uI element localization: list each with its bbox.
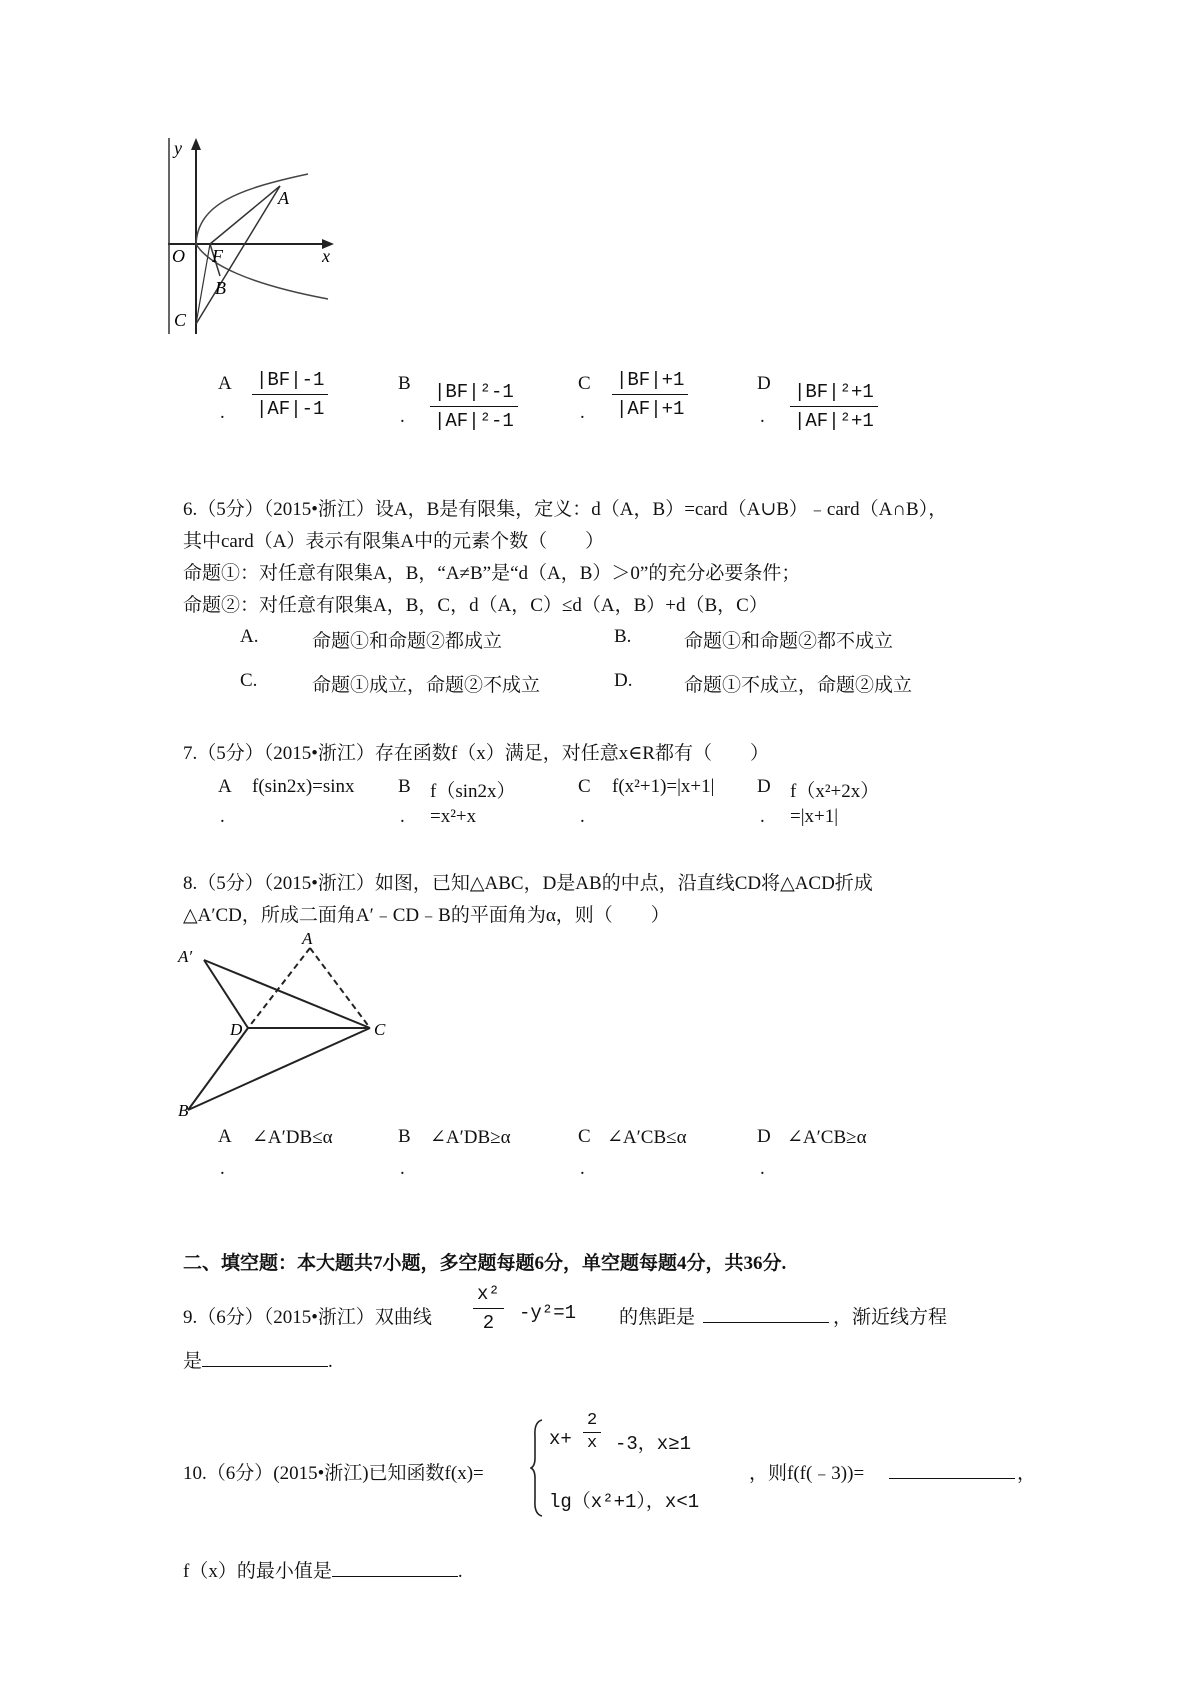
- q9-prefix: 9.（6分）（2015•浙江）双曲线: [183, 1307, 432, 1328]
- label-C: C: [374, 1020, 386, 1039]
- option-text: 命题①成立，命题②不成立: [312, 675, 541, 696]
- fraction-denominator: |AF|²-1: [434, 410, 514, 432]
- q8-stem-line2: △A′CD，所成二面角A′﹣CD﹣B的平面角为α，则（ ）: [183, 905, 670, 926]
- option-letter: A: [218, 1126, 232, 1147]
- label-O: O: [172, 246, 185, 266]
- option-letter: C: [578, 1126, 591, 1147]
- label-C: C: [174, 310, 187, 330]
- q9-mid-text: 的焦距是: [619, 1307, 696, 1328]
- q10-left-brace: [530, 1418, 544, 1518]
- q10-case1-b: -3，x≥1: [615, 1433, 692, 1455]
- option-letter: A.: [240, 626, 259, 647]
- option-text: ∠A′DB≤α: [252, 1127, 333, 1148]
- y-axis-arrow: [191, 138, 201, 150]
- option-dot: .: [220, 402, 225, 423]
- option-letter: A: [218, 776, 232, 797]
- q10-prefix: 10.（6分）(2015•浙江)已知函数f(x)=: [183, 1463, 484, 1484]
- option-dot: .: [760, 1158, 765, 1179]
- q10-line1: [183, 1411, 1043, 1524]
- label-y: y: [174, 138, 182, 158]
- option-letter: C: [578, 776, 591, 797]
- label-B: B: [178, 1101, 189, 1120]
- q9-fraction: [473, 1280, 504, 1337]
- option-text: ∠A′CB≤α: [607, 1127, 687, 1148]
- q10-case2: lg（x²+1），x<1: [549, 1491, 700, 1513]
- option-expression: f(x²+1)=|x+1|: [612, 776, 715, 797]
- fraction-numerator: x²: [477, 1283, 500, 1305]
- segment-BC: [188, 1028, 370, 1110]
- option-dot: .: [760, 406, 765, 427]
- q10-answer-blank-2[interactable]: [332, 1558, 458, 1577]
- q10-after-blank: ，: [1017, 1463, 1037, 1484]
- label-F: F: [212, 246, 223, 266]
- q10-case1-a: x+: [549, 1428, 572, 1450]
- fraction-denominator: x: [587, 1434, 598, 1453]
- q10-answer-blank-1[interactable]: [889, 1460, 1015, 1479]
- option-fraction: [612, 366, 688, 423]
- option-dot: .: [400, 806, 405, 827]
- label-A-prime: A′: [178, 947, 193, 966]
- option-fraction: [430, 378, 518, 435]
- option-expression-line2: =|x+1|: [790, 806, 839, 827]
- option-expression: f(sin2x)=sinx: [252, 776, 355, 797]
- option-expression-line2: =x²+x: [430, 806, 477, 827]
- option-letter: D.: [614, 670, 633, 691]
- q6-stem-line1: 6.（5分）（2015•浙江）设A，B是有限集，定义：d（A，B）=card（A∪B）﹣card（A∩B），: [183, 499, 948, 520]
- line-FA: [210, 186, 280, 244]
- q9-answer-blank-2[interactable]: [202, 1348, 328, 1367]
- option-letter: A: [218, 373, 232, 394]
- fraction-denominator: |AF|+1: [616, 398, 685, 420]
- fraction-denominator: |AF|²+1: [794, 410, 874, 432]
- section2-heading: 二、填空题：本大题共7小题，多空题每题6分，单空题每题4分，共36分.: [183, 1253, 787, 1274]
- q9-after-blank: ，渐近线方程: [833, 1307, 948, 1328]
- q6-proposition2: 命题②：对任意有限集A，B，C，d（A，C）≤d（A，B）+d（B，C）: [183, 595, 768, 616]
- q6-stem-line2: 其中card（A）表示有限集A中的元素个数（ ）: [183, 531, 605, 552]
- option-dot: .: [580, 402, 585, 423]
- fraction-denominator: 2: [482, 1312, 495, 1334]
- option-text: 命题①不成立，命题②成立: [684, 675, 913, 696]
- option-letter: B: [398, 1126, 411, 1147]
- q10-line2-suffix: .: [457, 1561, 463, 1582]
- q10-line2: [183, 1556, 463, 1583]
- label-A: A: [278, 188, 289, 208]
- q9-line2: [183, 1346, 333, 1373]
- q9-line2-prefix: 是: [183, 1351, 203, 1372]
- option-dot: .: [760, 806, 765, 827]
- q10-case1-fraction: [583, 1410, 601, 1455]
- option-letter: D: [757, 1126, 771, 1147]
- option-dot: .: [220, 1158, 225, 1179]
- fraction-numerator: |BF|²-1: [434, 381, 514, 403]
- option-fraction: [252, 366, 328, 423]
- q10-line2-prefix: f（x）的最小值是: [183, 1561, 332, 1582]
- fraction-numerator: |BF|²+1: [794, 381, 874, 403]
- q5-parabola-figure: [168, 134, 358, 344]
- segment-BD: [188, 1028, 248, 1110]
- q6-proposition1: 命题①：对任意有限集A，B，“A≠B”是“d（A，B）＞0”的充分必要条件；: [183, 563, 801, 584]
- label-A: A: [302, 930, 313, 948]
- option-letter: B: [398, 776, 411, 797]
- option-letter: B.: [614, 626, 632, 647]
- q9-answer-blank-1[interactable]: [703, 1304, 829, 1323]
- option-dot: .: [580, 806, 585, 827]
- q10-mid-text: ，则f(f(﹣3))=: [749, 1463, 865, 1484]
- fraction-numerator: 2: [587, 1411, 598, 1430]
- option-letter: B: [398, 373, 411, 394]
- q8-triangle-figure: [176, 930, 396, 1120]
- q8-stem-line1: 8.（5分）（2015•浙江）如图，已知△ABC，D是AB的中点，沿直线CD将△ACD折成: [183, 873, 873, 894]
- q9-expression-tail: -y²=1: [519, 1302, 577, 1324]
- label-x: x: [322, 246, 330, 266]
- fraction-denominator: |AF|-1: [256, 398, 325, 420]
- option-dot: .: [580, 1158, 585, 1179]
- option-text: ∠A′DB≥α: [430, 1127, 511, 1148]
- fraction-numerator: |BF|-1: [256, 369, 325, 391]
- segment-AprimeD: [204, 960, 248, 1028]
- option-text: ∠A′CB≥α: [787, 1127, 867, 1148]
- label-D: D: [230, 1020, 243, 1039]
- segment-AD-dashed: [248, 948, 310, 1028]
- option-text: 命题①和命题②都成立: [312, 631, 503, 652]
- fraction-numerator: |BF|+1: [616, 369, 685, 391]
- label-B: B: [215, 278, 226, 298]
- segment-AprimeC: [204, 960, 370, 1028]
- option-expression-line1: f（x²+2x）: [790, 781, 880, 802]
- option-fraction: [790, 378, 878, 435]
- option-dot: .: [220, 806, 225, 827]
- option-letter: D: [757, 373, 771, 394]
- option-letter: D: [757, 776, 771, 797]
- option-text: 命题①和命题②都不成立: [684, 631, 894, 652]
- option-dot: .: [400, 406, 405, 427]
- option-letter: C: [578, 373, 591, 394]
- option-dot: .: [400, 1158, 405, 1179]
- option-letter: C.: [240, 670, 258, 691]
- option-expression-line1: f（sin2x）: [430, 781, 516, 802]
- q9-line2-suffix: .: [328, 1351, 333, 1372]
- q7-stem: 7.（5分）（2015•浙江）存在函数f（x）满足，对任意x∈R都有（ ）: [183, 743, 769, 764]
